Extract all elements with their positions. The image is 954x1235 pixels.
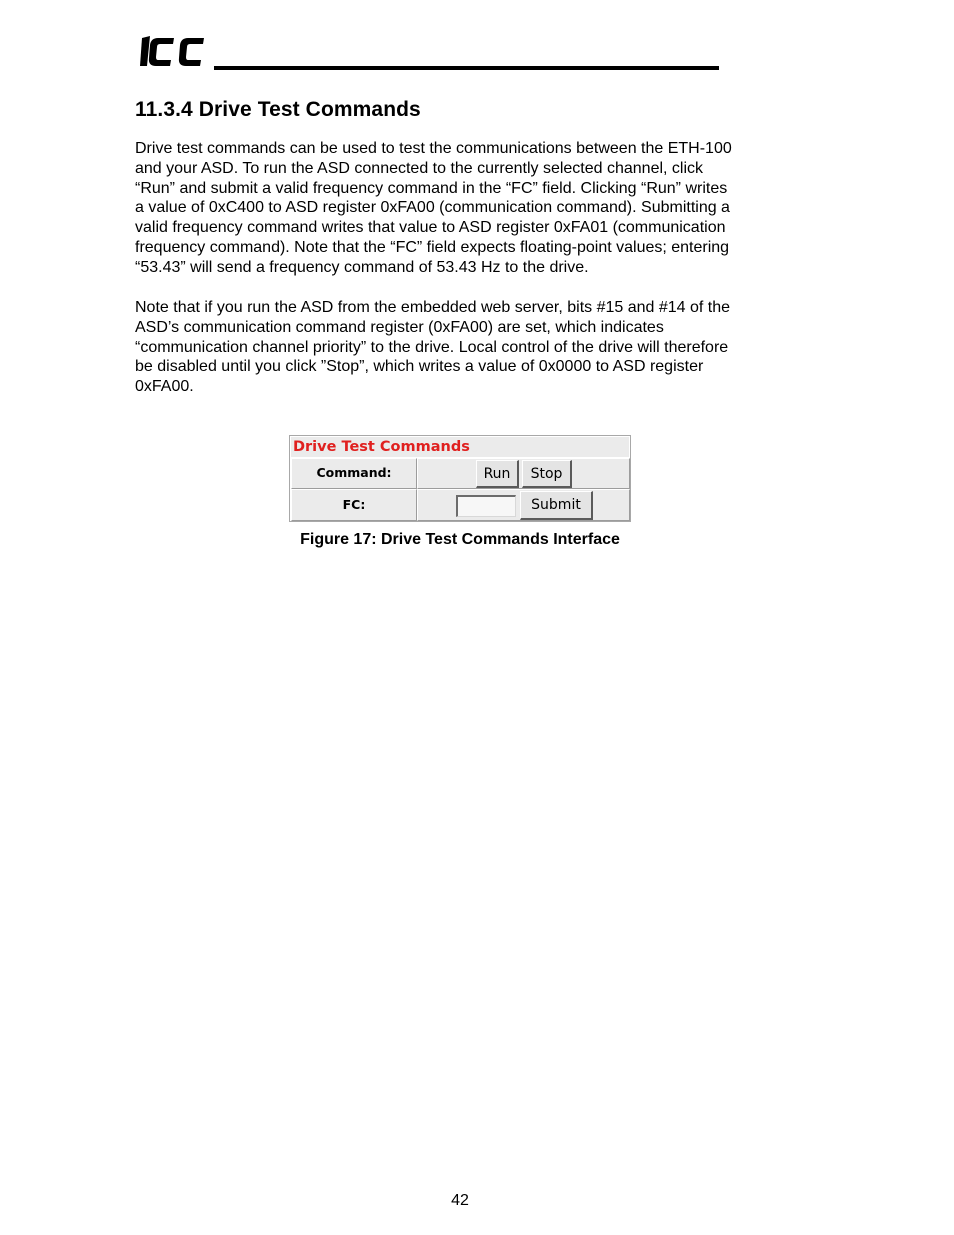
page-number: 42 [451, 1192, 469, 1209]
text-line: a value of 0xC400 to ASD register 0xFA00 (communication command). Submitting a [135, 199, 730, 217]
header-rule [214, 66, 719, 70]
fc-label-cell [291, 489, 417, 521]
fc-input[interactable] [456, 495, 516, 517]
text-line: valid frequency command writes that value to ASD register 0xFA01 (communication [135, 219, 726, 237]
command-label: Command: [316, 465, 392, 480]
fc-label: FC: [342, 497, 366, 512]
text-line: Drive test commands can be used to test the communications between the ETH-100 [135, 140, 732, 157]
text-line: frequency command). Note that the “FC” field expects floating-point values; entering [135, 238, 730, 256]
paragraph-local-control-note [135, 298, 795, 397]
text-line: be disabled until you click ”Stop”, which writes a value of 0x0000 to ASD register [135, 358, 704, 376]
fc-controls-cell [417, 489, 630, 521]
figure-caption: Figure 17: Drive Test Commands Interface [300, 531, 620, 548]
text-line: “communication channel priority” to the drive. Local control of the drive will therefore [135, 338, 729, 356]
stop-button[interactable]: Stop [522, 460, 572, 488]
paragraph-drive-test-intro [135, 139, 795, 278]
command-controls-cell [417, 458, 630, 489]
command-label-cell [291, 458, 417, 489]
text-line: Note that if you run the ASD from the embedded web server, bits #15 and #14 of the [135, 299, 731, 316]
drive-test-commands-panel [289, 435, 631, 522]
text-line: “53.43” will send a frequency command of 53.43 Hz to the drive. [135, 258, 589, 276]
icc-logo [138, 28, 210, 72]
text-line: “Run” and submit a valid frequency command in the “FC” field. Clicking “Run” writes [135, 179, 728, 197]
text-line: 0xFA00. [135, 378, 194, 396]
text-line: ASD’s communication command register (0xFA00) are set, which indicates [135, 318, 664, 336]
panel-title-bar [291, 437, 629, 457]
submit-button[interactable]: Submit [520, 491, 593, 520]
section-title: 11.3.4 Drive Test Commands [135, 98, 421, 121]
panel-title: Drive Test Commands [293, 439, 470, 455]
run-button[interactable]: Run [476, 460, 519, 488]
text-line: and your ASD. To run the ASD connected to the currently selected channel, click [135, 159, 704, 177]
